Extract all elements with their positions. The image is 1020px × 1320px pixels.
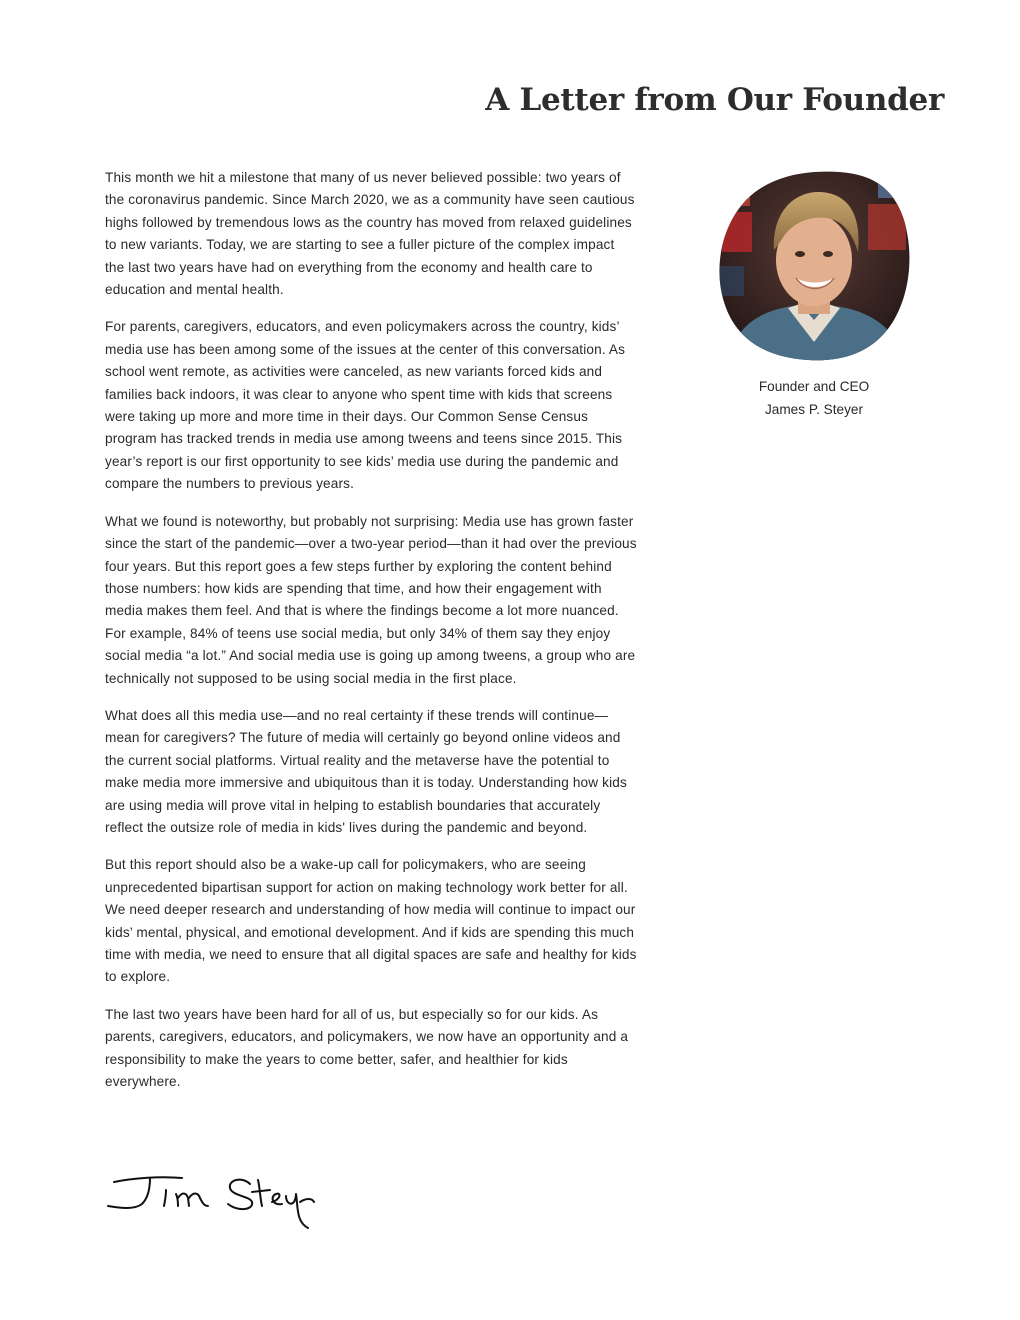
founder-portrait [718, 170, 910, 362]
letter-body [105, 167, 637, 1108]
letter-paragraph: For parents, caregivers, educators, and even policymakers across the country, kids’ media use has been among some of the issues at the center of this conversation. As school went remote, as activities were canceled, as new variants forced kids and families back indoors, it was clear to anyone who spent time with kids that screens were taking up more and more time in their days. Our Common Sense Census program has tracked trends in media use among tweens and teens since 2015. This year’s report is our first opportunity to see kids’ media use during the pandemic and compare the numbers to previous years. [105, 319, 626, 492]
letter-paragraph: The last two years have been hard for all of us, but especially so for our kids. As parents, caregivers, educators, and policymakers, we now have an opportunity and a responsibility to make the years to come better, safer, and healthier for kids everywhere. [105, 1006, 629, 1090]
handwritten-signature [104, 1168, 320, 1236]
portrait-caption [700, 375, 928, 421]
letter-paragraph: What we found is noteworthy, but probably not surprising: Media use has grown faster since the start of the pandemic—over a two-year period—than it had over the previous four years. But this report goes a few steps further by exploring the content behind those numbers: how kids are spending that time, and how their engagement with media makes them feel. And that is where the findings become a lot more nuanced. For example, 84% of teens use social media, but only 34% of them say they enjoy social media “a lot.” And social media use is going up among tweens, a group who are technically not supposed to be using social media in the first place. [105, 513, 637, 686]
letter-paragraph: This month we hit a milestone that many of us never believed possible: two years of the coronavirus pandemic. Since March 2020, we as a community have seen cautious highs followed by tremendous lows as the country has moved from relaxed guidelines to new variants. Today, we are starting to see a fuller picture of the complex impact the last two years have had on everything from the economy and health care to education and mental health. [105, 170, 635, 298]
letter-paragraph: What does all this media use—and no real certainty if these trends will continue—mean for caregivers? The future of media will certainly go beyond online videos and the current social platforms. Virtual reality and the metaverse have the potential to make media more immersive and ubiquitous than it is today. Understanding how kids are using media will prove vital in helping to establish boundaries that accurately reflect the outsize role of media in kids' lives during the pandemic and beyond. [105, 707, 627, 835]
letter-paragraph: But this report should also be a wake-up call for policymakers, who are seeing unprecedented bipartisan support for action on making technology work better for all. We need deeper research and understanding of how media will continue to impact our kids’ mental, physical, and emotional development. And if kids are spending this much time with media, we need to ensure that all digital spaces are safe and healthy for kids to explore. [105, 857, 637, 985]
author-role: Founder and CEO [758, 379, 870, 394]
page-title: A Letter from Our Founder [485, 82, 944, 118]
author-name: James P. Steyer [765, 402, 863, 417]
